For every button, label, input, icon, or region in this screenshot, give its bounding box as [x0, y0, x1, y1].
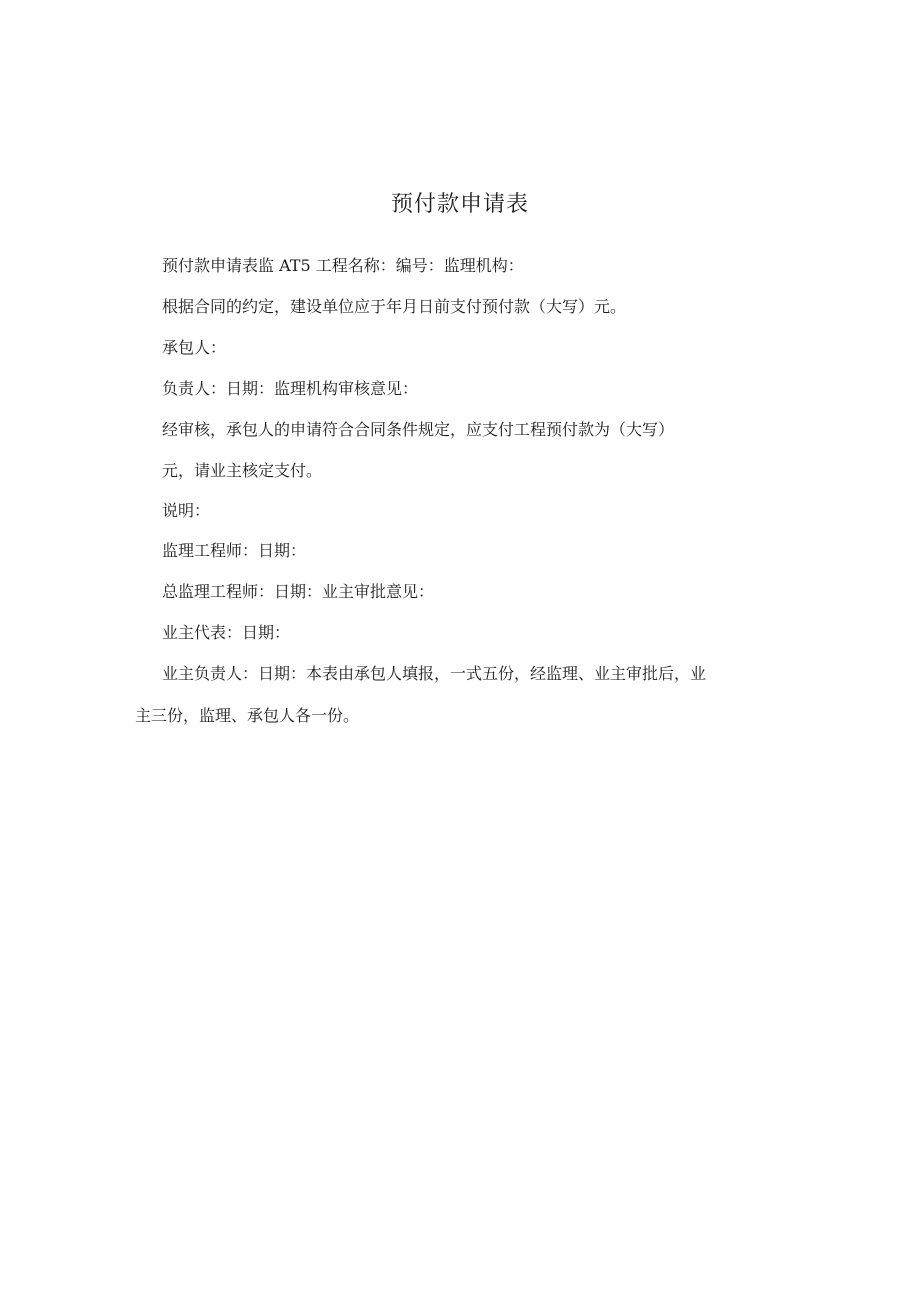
paragraph-review-result: 经审核，承包人的申请符合合同条件规定，应支付工程预付款为（大写）	[162, 420, 675, 439]
document-title: 预付款申请表	[390, 192, 529, 217]
paragraph-owner-verify: 元，请业主核定支付。	[162, 461, 323, 480]
paragraph-notes: 说明：	[162, 501, 211, 520]
paragraph-contractor: 承包人：	[162, 338, 227, 357]
paragraph-chief-engineer: 总监理工程师：日期：业主审批意见：	[162, 582, 435, 601]
paragraph-responsible-person: 负责人：日期：监理机构审核意见：	[162, 379, 419, 398]
paragraph-supervising-engineer: 监理工程师：日期：	[162, 541, 307, 560]
paragraph-payment-agreement: 根据合同的约定，建设单位应于年月日前支付预付款（大写）元。	[162, 297, 627, 316]
paragraph-owner-representative: 业主代表：日期：	[162, 623, 291, 642]
paragraph-header-info: 预付款申请表监 AT5 工程名称：编号：监理机构：	[162, 256, 524, 275]
paragraph-copies-distribution: 主三份，监理、承包人各一份。	[135, 706, 360, 725]
paragraph-owner-responsible: 业主负责人：日期：本表由承包人填报，一式五份，经监理、业主审批后，业	[162, 664, 707, 683]
